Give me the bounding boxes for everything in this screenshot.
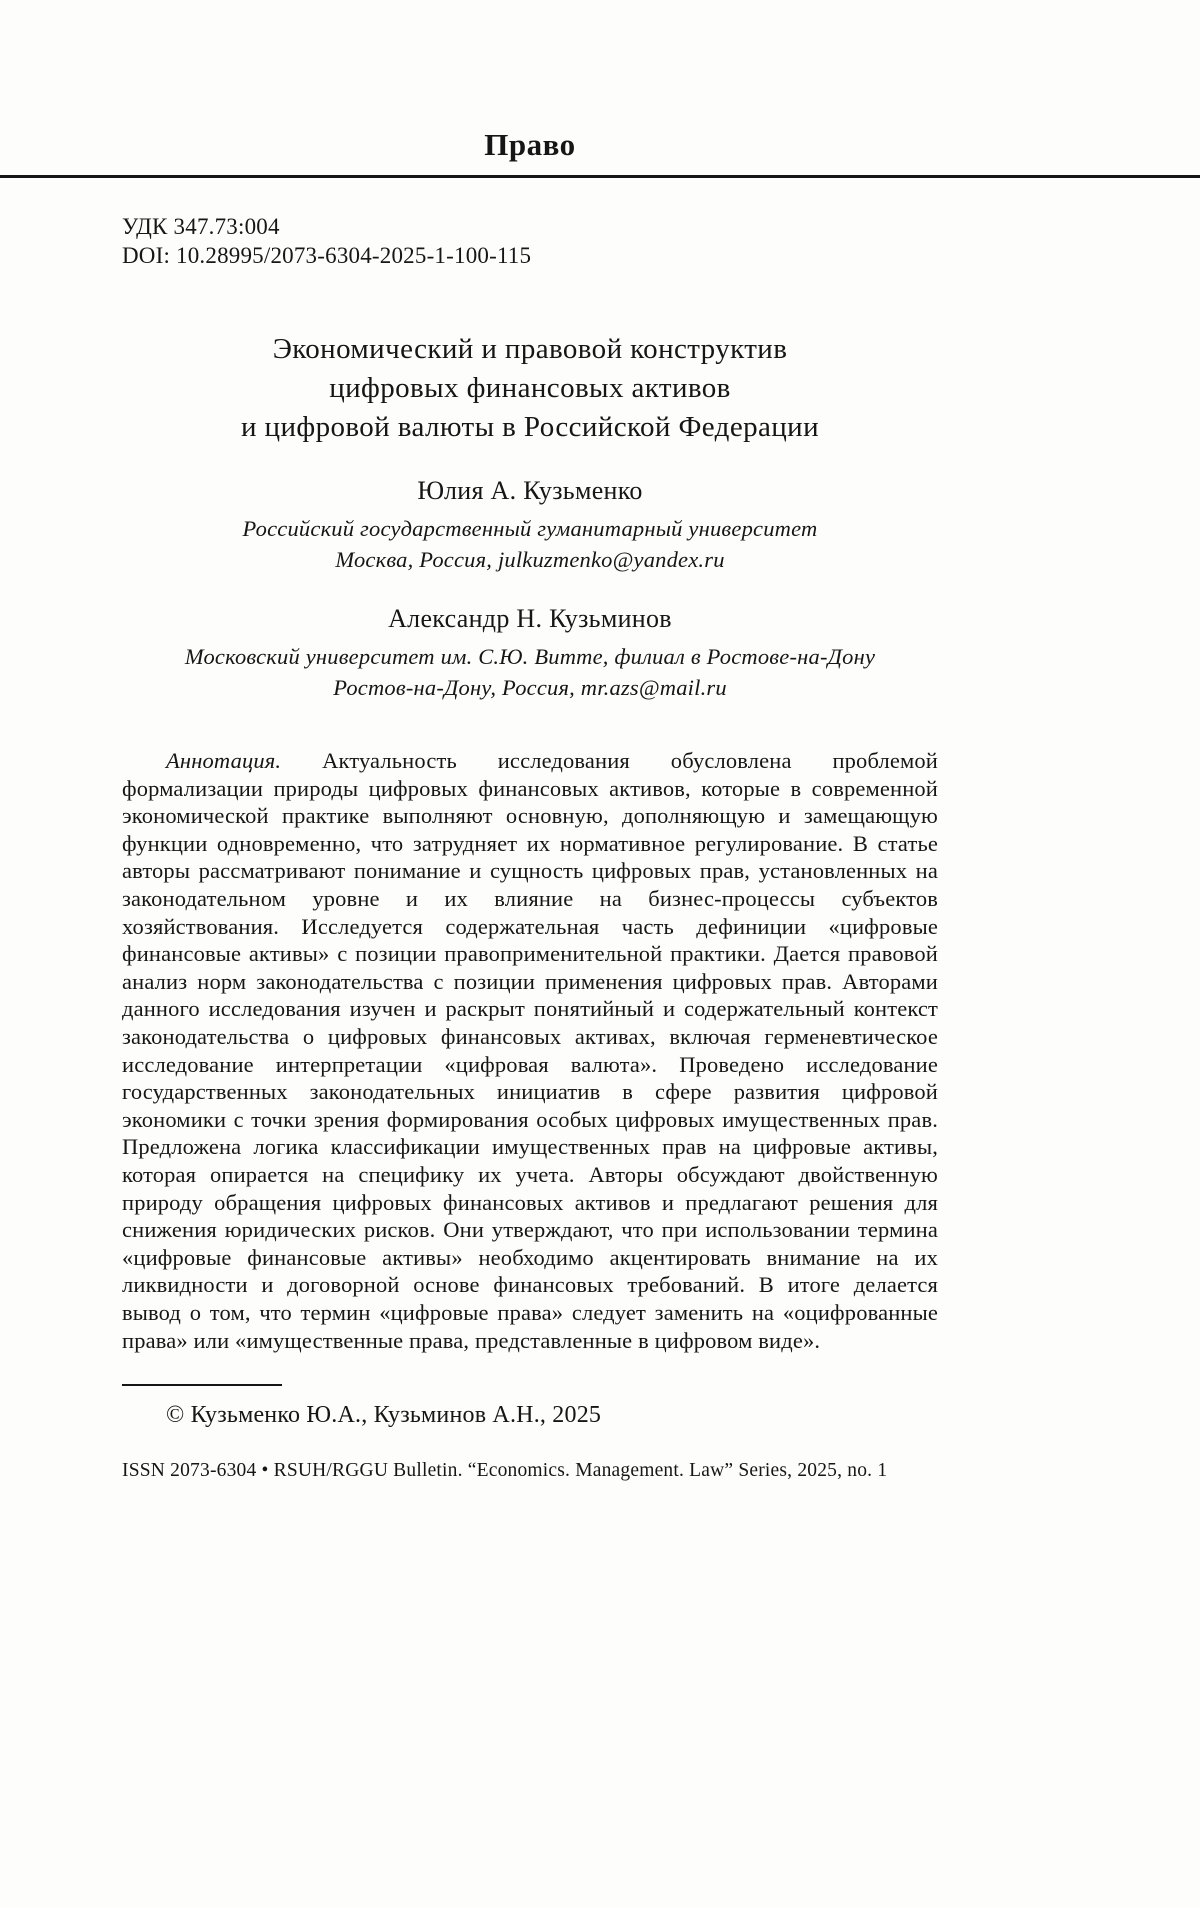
page-content bbox=[122, 212, 938, 1483]
article-title-line: цифровых финансовых активов bbox=[329, 372, 731, 405]
author-affiliation bbox=[122, 513, 938, 575]
author-affiliation bbox=[122, 641, 938, 703]
paper-page bbox=[0, 128, 1200, 1483]
journal-footer-line: ISSN 2073-6304 • RSUH/RGGU Bulletin. “Economics. Management. Law” Series, 2025, no. 1 bbox=[122, 1460, 888, 1482]
author-block-1 bbox=[122, 475, 938, 575]
abstract-paragraph bbox=[122, 747, 938, 1354]
affiliation-line: Российский государственный гуманитарный университет bbox=[242, 516, 818, 542]
author-name: Юлия А. Кузьменко bbox=[417, 476, 643, 506]
author-name: Александр Н. Кузьминов bbox=[388, 604, 672, 634]
copyright-line: © Кузьменко Ю.А., Кузьминов А.Н., 2025 bbox=[166, 1402, 602, 1429]
header-rule bbox=[0, 175, 1200, 178]
abstract-text: Актуальность исследования обусловлена проблемой формализации природы цифровых финансовых активов, которые в современной экономической практике выполняют основную, дополняющую и замещающую функции одновременно, что затрудняет их нормативное регулирование. В статье авторы рассматривают понимание и сущность цифровых прав, установленных на законодательном уровне и их влияние на бизнес-процессы субъектов хозяйствования. Исследуется содержательная часть дефиниции «цифровые финансовые активы» с позиции правоприменительной практики. Дается правовой анализ норм законодательства с позиции применения цифровых прав. Авторами данного исследования изучен и раскрыт понятийный и содержательный контекст законодательства о цифровых финансовых активах, включая герменевтическое исследование интерпретации «цифровая валюта». Проведено исследование государственных законодательных инициатив в сфере развития цифровой экономики с точки зрения формирования особых цифровых имущественных прав. Предложена логика классификации имущественных прав на цифровые активы, которая опирается на специфику их учета. Авторы обсуждают двойственную природу обращения цифровых финансовых активов и предлагают решения для снижения юридических рисков. Они утверждают, что при использовании термина «цифровые финансовые активы» необходимо акцентировать внимание на их ликвидности и договорной основе финансовых требований. В итоге делается вывод о том, что термин «цифровые права» следует заменить на «оцифрованные права» или «имущественные права, представленные в цифровом виде». bbox=[122, 748, 938, 1353]
meta-block bbox=[122, 212, 938, 270]
abstract-label: Аннотация. bbox=[166, 748, 282, 774]
article-title-line: Экономический и правовой конструктив bbox=[272, 333, 788, 366]
article-title bbox=[122, 330, 938, 447]
section-header: Право bbox=[484, 127, 576, 162]
author-block-2 bbox=[122, 603, 938, 703]
affiliation-contact-line: Ростов-на-Дону, Россия, mr.azs@mail.ru bbox=[333, 675, 727, 701]
affiliation-line: Московский университет им. С.Ю. Витте, филиал в Ростове-на-Дону bbox=[184, 644, 876, 670]
article-title-line: и цифровой валюты в Российской Федерации bbox=[240, 411, 820, 444]
affiliation-contact-line: Москва, Россия, julkuzmenko@yandex.ru bbox=[335, 547, 725, 573]
udc-line: УДК 347.73:004 bbox=[122, 214, 280, 240]
doi-line: DOI: 10.28995/2073-6304-2025-1-100-115 bbox=[122, 243, 532, 269]
copyright-rule bbox=[122, 1384, 282, 1386]
